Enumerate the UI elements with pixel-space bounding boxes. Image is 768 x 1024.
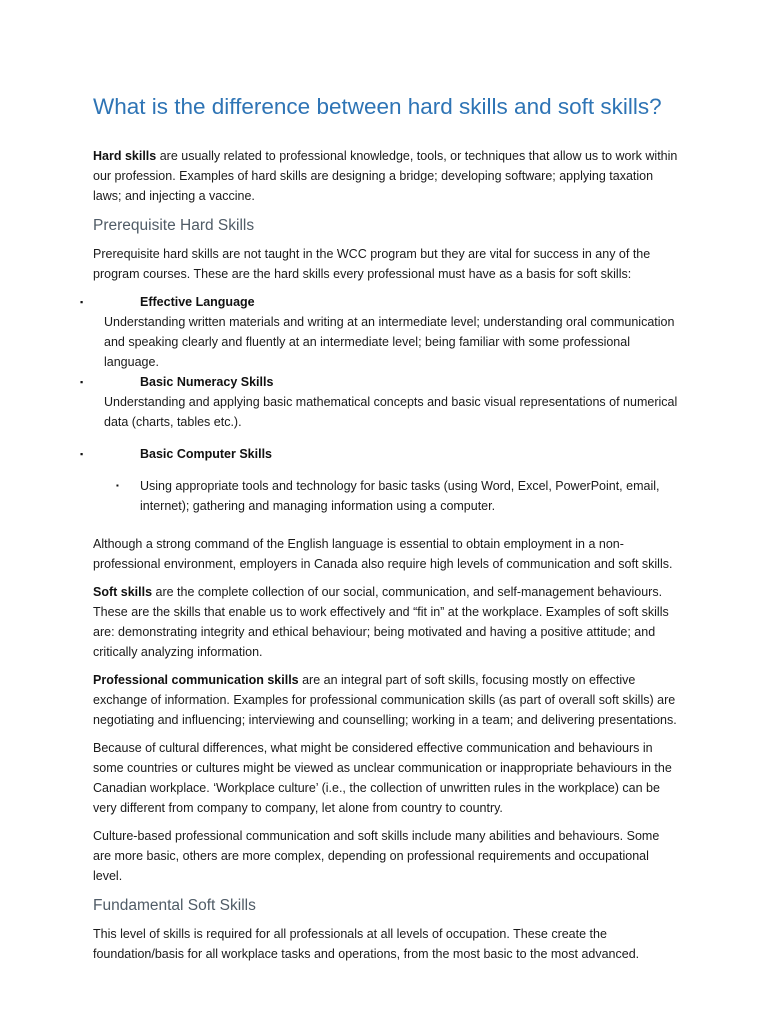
- square-bullet-icon: ▪: [80, 377, 84, 387]
- culture-based-paragraph: Culture-based professional communication and soft skills include many abilities and behaviours. Some are more basic, others are more complex, depending on professional requirements and occupational level.: [93, 829, 660, 883]
- english-paragraph: Although a strong command of the English language is essential to obtain employment in a non-professional environment, employers in Canada also require high levels of communication and soft skills.: [93, 537, 673, 571]
- fundamental-paragraph: This level of skills is required for all professionals at all levels of occupation. These create the foundation/basis for all workplace tasks and operations, from the most basic to the most advanced.: [93, 927, 640, 961]
- bullet-effective-language: [80, 292, 678, 372]
- fundamental-heading: Fundamental Soft Skills: [93, 897, 256, 914]
- bullet-heading: Effective Language: [140, 295, 255, 309]
- soft-skills-term: Soft skills: [93, 585, 153, 599]
- page-title: What is the difference between hard skills and soft skills?: [93, 94, 662, 119]
- bullet-heading: Basic Computer Skills: [140, 447, 272, 461]
- square-bullet-icon: ▪: [80, 297, 84, 307]
- sub-bullet-computer-tasks: [93, 476, 678, 516]
- square-bullet-icon: ▪: [116, 481, 119, 490]
- prerequisite-heading: Prerequisite Hard Skills: [93, 217, 255, 234]
- soft-skills-text: are the complete collection of our social, communication, and self-management behaviours. These are the skills that enable us to work effectively and “fit in” at the workplace. Examples of soft skills are: demonstrating integrity and ethical behaviour; being motivated and having a positive attitude; and critically analyzing information.: [93, 585, 669, 659]
- sub-bullet-text: Using appropriate tools and technology for basic tasks (using Word, Excel, PowerPoint, email, internet); gathering and managing information using a computer.: [140, 479, 660, 513]
- document-content: [80, 92, 678, 972]
- hard-skills-text: are usually related to professional knowledge, tools, or techniques that allow us to work within our profession. Examples of hard skills are designing a bridge; developing software; applying taxation laws; and injecting a vaccine.: [93, 149, 678, 203]
- bullet-heading: Basic Numeracy Skills: [140, 375, 274, 389]
- hard-skills-term: Hard skills: [93, 149, 157, 163]
- soft-skills-paragraph: [93, 582, 678, 662]
- bullet-description: Understanding and applying basic mathematical concepts and basic visual representations of numerical data (charts, tables etc.).: [104, 395, 678, 429]
- hard-skills-paragraph: [93, 146, 678, 206]
- cultural-differences-paragraph: Because of cultural differences, what might be considered effective communication and behaviours in some countries or cultures might be viewed as unclear communication or inappropriate behaviours in the Canadian workplace. ‘Workplace culture’ (i.e., the collection of unwritten rules in the workplace) can be very different from company to company, let alone from country to country.: [93, 741, 672, 815]
- bullet-description: Understanding written materials and writing at an intermediate level; understanding oral communication and speaking clearly and fluently at an intermediate level; being familiar with some professional language.: [104, 315, 675, 369]
- square-bullet-icon: ▪: [80, 449, 84, 459]
- professional-communication-term: Professional communication skills: [93, 673, 299, 687]
- professional-communication-paragraph: [93, 670, 678, 730]
- bullet-basic-numeracy: [80, 372, 678, 432]
- professional-communication-text: are an integral part of soft skills, focusing mostly on effective exchange of information. Examples for professional communication skills (as part of overall soft skills) are negotiating and influencing; interviewing and counselling; working in a team; and delivering presentations.: [93, 673, 677, 727]
- prerequisite-paragraph: Prerequisite hard skills are not taught in the WCC program but they are vital for success in any of the program courses. These are the hard skills every professional must have as a basis for soft skills:: [93, 247, 651, 281]
- bullet-basic-computer: [80, 444, 678, 464]
